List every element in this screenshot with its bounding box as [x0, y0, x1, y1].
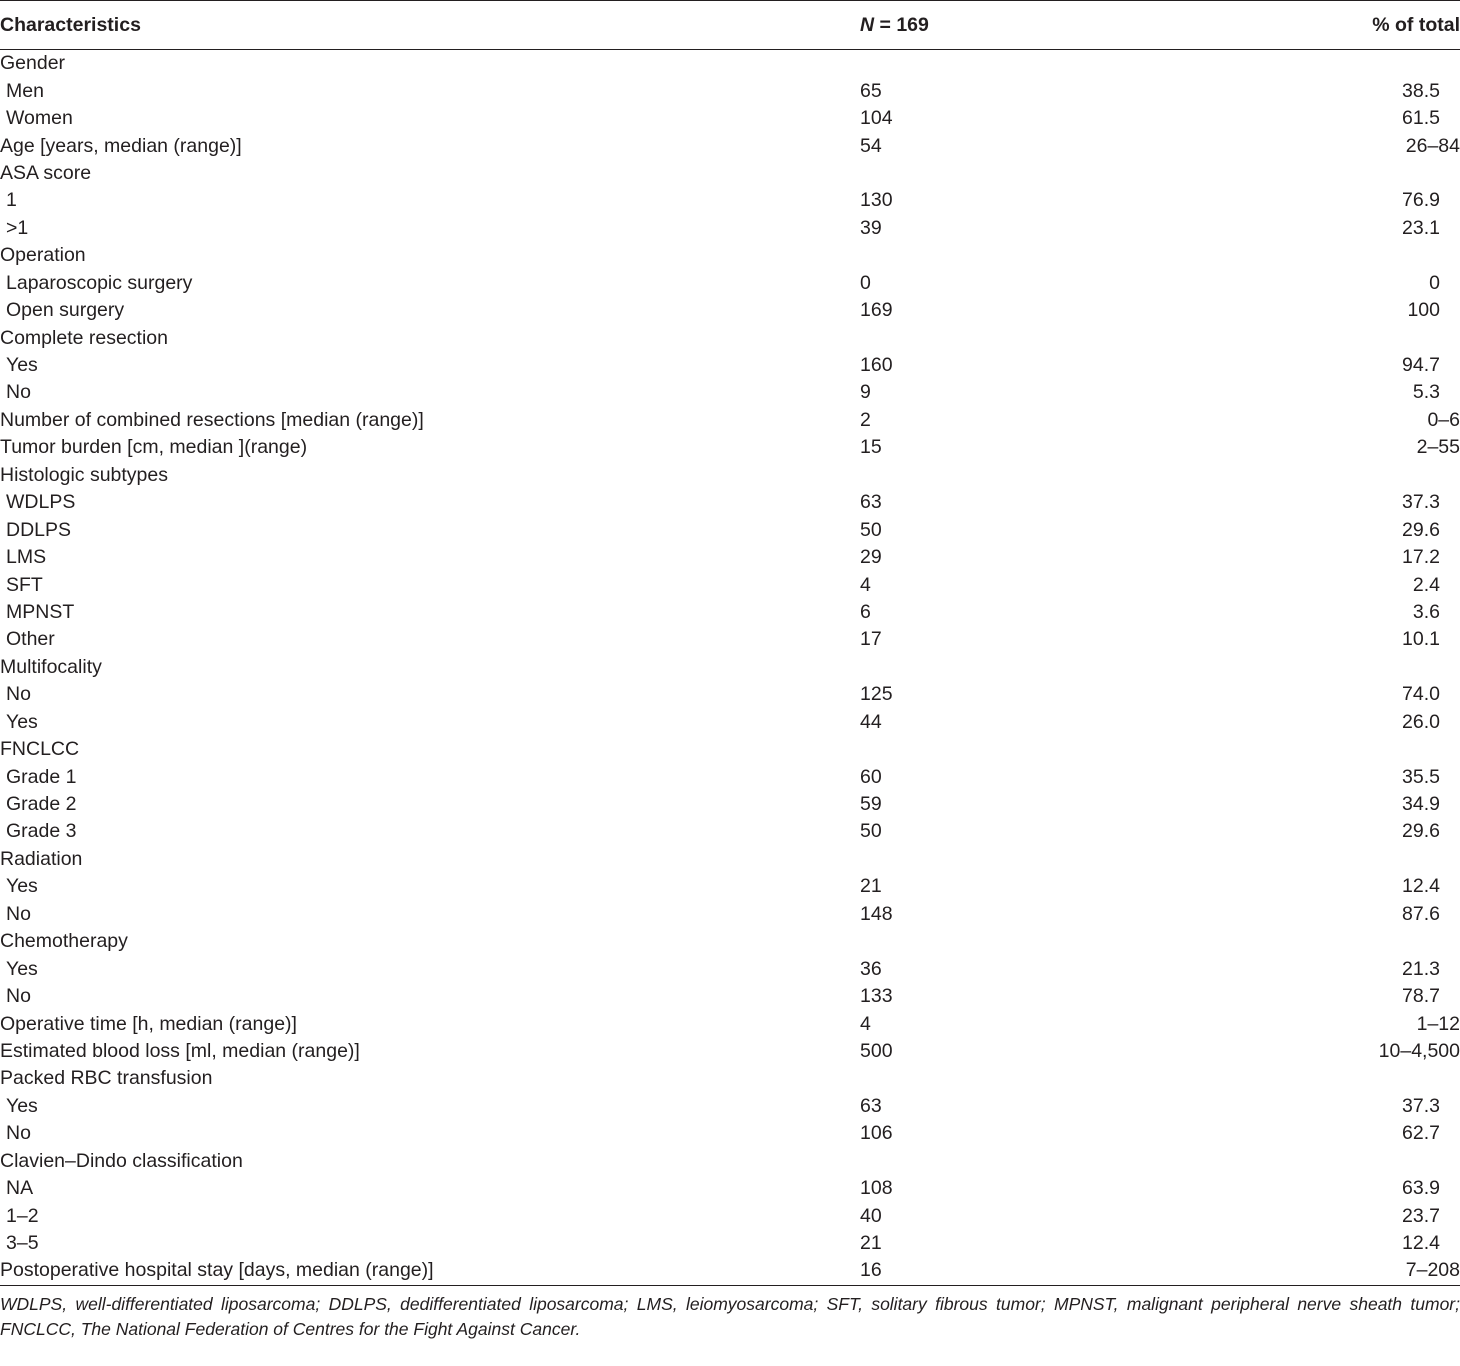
row-count: 106 [860, 1122, 893, 1145]
row-label: Packed RBC transfusion [0, 1067, 213, 1090]
table-footnote: WDLPS, well-differentiated liposarcoma; DDLPS, dedifferentiated liposarcoma; LMS, leiomyosarcoma; SFT, solitary fibrous tumor; MPNST, malignant peripheral nerve sheath tumor; FNCLCC, The National Federation of Centres for the Fight Against Cancer. [0, 1285, 1460, 1342]
row-count: 2 [860, 408, 871, 431]
table-row [0, 160, 1460, 187]
row-percent: 37.3 [1402, 491, 1440, 514]
row-count [760, 324, 1035, 351]
table-row [0, 544, 1460, 571]
row-sublabel: No [6, 683, 31, 706]
row-count [760, 1148, 1035, 1175]
table-row [0, 1038, 1460, 1065]
row-percent [1035, 1148, 1460, 1175]
row-count: 169 [860, 299, 893, 322]
row-percent: 78.7 [1402, 985, 1440, 1008]
row-label: Number of combined resections [median (range)] [0, 408, 424, 431]
table-row [0, 297, 1460, 324]
table-header [0, 1, 1460, 50]
row-sublabel: MPNST [6, 600, 75, 623]
table-row [0, 407, 1460, 434]
row-percent: 7–208 [1405, 1259, 1460, 1282]
row-percent [1035, 928, 1460, 955]
row-count: 104 [860, 107, 893, 130]
row-count [760, 736, 1035, 763]
row-count [760, 160, 1035, 187]
row-sublabel: Grade 3 [6, 820, 77, 843]
row-percent: 12.4 [1402, 1232, 1440, 1255]
row-count: 50 [860, 518, 882, 541]
table-row [0, 791, 1460, 818]
row-percent: 63.9 [1402, 1177, 1440, 1200]
footnote-row [0, 1285, 1460, 1342]
row-percent: 10–4,500 [1378, 1039, 1460, 1062]
table-row [0, 1065, 1460, 1092]
row-count: 4 [860, 1012, 871, 1035]
row-sublabel: Men [6, 79, 44, 102]
table-row [0, 681, 1460, 708]
row-sublabel: No [6, 1122, 31, 1145]
row-sublabel: DDLPS [6, 518, 72, 541]
row-count: 16 [860, 1259, 882, 1282]
row-percent: 1–12 [1416, 1012, 1460, 1035]
row-percent: 10.1 [1402, 628, 1440, 651]
row-percent [1035, 654, 1460, 681]
table-row [0, 818, 1460, 845]
row-percent [1035, 846, 1460, 873]
row-label: Histologic subtypes [0, 463, 168, 486]
row-count: 160 [860, 354, 893, 377]
table-row [0, 1148, 1460, 1175]
row-sublabel: 1 [6, 189, 17, 212]
table-row [0, 654, 1460, 681]
row-count: 59 [860, 793, 882, 816]
header-characteristics: Characteristics [0, 1, 760, 50]
row-sublabel: NA [6, 1177, 34, 1200]
row-percent: 3.6 [1412, 600, 1440, 623]
row-count: 29 [860, 546, 882, 569]
table-body [0, 50, 1460, 1286]
row-sublabel: Yes [6, 875, 38, 898]
row-percent: 2–55 [1416, 436, 1460, 459]
row-label: Radiation [0, 847, 83, 870]
table-row [0, 901, 1460, 928]
row-sublabel: Laparoscopic surgery [6, 271, 193, 294]
row-sublabel: Open surgery [6, 299, 125, 322]
header-percent: % of total [1035, 1, 1460, 50]
table-row [0, 270, 1460, 297]
table-row [0, 955, 1460, 982]
header-n [760, 1, 1035, 50]
row-count: 21 [860, 1232, 882, 1255]
row-count: 9 [860, 381, 871, 404]
table-row [0, 626, 1460, 653]
row-label: Complete resection [0, 326, 168, 349]
row-label: Multifocality [0, 655, 102, 678]
row-percent: 61.5 [1402, 107, 1440, 130]
row-sublabel: No [6, 381, 31, 404]
row-sublabel: Yes [6, 354, 38, 377]
row-percent: 12.4 [1402, 875, 1440, 898]
table-row [0, 709, 1460, 736]
row-sublabel: Women [6, 107, 73, 130]
row-percent [1035, 242, 1460, 269]
table-row [0, 462, 1460, 489]
row-count: 54 [860, 134, 882, 157]
row-percent: 26–84 [1405, 134, 1460, 157]
row-percent: 0–6 [1427, 408, 1460, 431]
row-sublabel: LMS [6, 546, 47, 569]
row-label: Postoperative hospital stay [days, median (range)] [0, 1259, 434, 1282]
row-count [760, 846, 1035, 873]
row-percent: 26.0 [1402, 710, 1440, 733]
row-percent [1035, 50, 1460, 78]
header-n-symbol: N [860, 13, 875, 36]
row-count: 148 [860, 902, 893, 925]
row-label: Operative time [h, median (range)] [0, 1012, 297, 1035]
table-row [0, 571, 1460, 598]
row-percent: 21.3 [1402, 957, 1440, 980]
row-count: 36 [860, 957, 882, 980]
row-count: 0 [860, 271, 871, 294]
row-percent [1035, 1065, 1460, 1092]
row-sublabel: SFT [6, 573, 43, 596]
row-percent: 76.9 [1402, 189, 1440, 212]
row-sublabel: Other [6, 628, 55, 651]
row-count [760, 50, 1035, 78]
row-percent: 2.4 [1412, 573, 1440, 596]
table-row [0, 599, 1460, 626]
row-count: 6 [860, 600, 871, 623]
row-count: 130 [860, 189, 893, 212]
row-percent [1035, 462, 1460, 489]
row-count [760, 1065, 1035, 1092]
table-row [0, 352, 1460, 379]
row-sublabel: WDLPS [6, 491, 76, 514]
row-count: 63 [860, 491, 882, 514]
row-label: ASA score [0, 161, 92, 184]
table-row [0, 983, 1460, 1010]
row-count: 44 [860, 710, 882, 733]
row-count: 40 [860, 1204, 882, 1227]
row-percent: 23.1 [1402, 216, 1440, 239]
row-count: 60 [860, 765, 882, 788]
table-row [0, 50, 1460, 78]
row-sublabel: Yes [6, 710, 38, 733]
table-row [0, 1230, 1460, 1257]
table-row [0, 1093, 1460, 1120]
row-count: 15 [860, 436, 882, 459]
row-percent: 74.0 [1402, 683, 1440, 706]
row-percent: 29.6 [1402, 820, 1440, 843]
row-count [760, 654, 1035, 681]
table-row [0, 1010, 1460, 1037]
row-sublabel: Yes [6, 957, 38, 980]
row-count: 17 [860, 628, 882, 651]
table-row [0, 763, 1460, 790]
table-row [0, 105, 1460, 132]
header-n-value: = 169 [874, 13, 929, 36]
row-percent [1035, 324, 1460, 351]
row-sublabel: No [6, 985, 31, 1008]
row-percent: 34.9 [1402, 793, 1440, 816]
row-count [760, 242, 1035, 269]
row-count: 108 [860, 1177, 893, 1200]
table-row [0, 434, 1460, 461]
row-percent: 29.6 [1402, 518, 1440, 541]
row-label: Age [years, median (range)] [0, 134, 242, 157]
table-row [0, 379, 1460, 406]
row-sublabel: Grade 2 [6, 793, 77, 816]
row-count: 21 [860, 875, 882, 898]
row-count [760, 462, 1035, 489]
table-footer [0, 1285, 1460, 1342]
row-count: 50 [860, 820, 882, 843]
row-percent: 17.2 [1402, 546, 1440, 569]
table-row [0, 516, 1460, 543]
table-row [0, 1175, 1460, 1202]
row-percent: 38.5 [1402, 79, 1440, 102]
row-sublabel: Yes [6, 1094, 38, 1117]
row-label: Tumor burden [cm, median ](range) [0, 436, 308, 459]
row-count [760, 928, 1035, 955]
row-percent: 37.3 [1402, 1094, 1440, 1117]
row-label: Operation [0, 244, 86, 267]
row-sublabel: 3–5 [6, 1232, 39, 1255]
row-percent: 5.3 [1412, 381, 1440, 404]
table-row [0, 242, 1460, 269]
row-sublabel: 1–2 [6, 1204, 39, 1227]
row-count: 63 [860, 1094, 882, 1117]
table-row [0, 77, 1460, 104]
row-percent: 23.7 [1402, 1204, 1440, 1227]
table-row [0, 873, 1460, 900]
table-row [0, 324, 1460, 351]
table-row [0, 928, 1460, 955]
row-count: 133 [860, 985, 893, 1008]
table-row [0, 846, 1460, 873]
row-count: 39 [860, 216, 882, 239]
table-row [0, 1257, 1460, 1285]
table-row [0, 1120, 1460, 1147]
header-row [0, 1, 1460, 50]
row-label: Clavien–Dindo classification [0, 1149, 243, 1172]
row-label: Chemotherapy [0, 930, 128, 953]
row-sublabel: >1 [6, 216, 29, 239]
table-row [0, 215, 1460, 242]
row-percent [1035, 160, 1460, 187]
row-percent: 35.5 [1402, 765, 1440, 788]
row-percent: 87.6 [1402, 902, 1440, 925]
row-label: FNCLCC [0, 738, 80, 761]
row-count: 125 [860, 683, 893, 706]
row-count: 500 [860, 1039, 893, 1062]
row-percent [1035, 736, 1460, 763]
row-label: Estimated blood loss [ml, median (range)] [0, 1039, 360, 1062]
row-sublabel: No [6, 902, 31, 925]
row-percent: 94.7 [1402, 354, 1440, 377]
row-percent: 100 [1407, 299, 1440, 322]
table-row [0, 1202, 1460, 1229]
row-sublabel: Grade 1 [6, 765, 77, 788]
row-count: 65 [860, 79, 882, 102]
table-row [0, 489, 1460, 516]
table-row [0, 132, 1460, 159]
row-percent: 0 [1429, 271, 1440, 294]
table-row [0, 736, 1460, 763]
row-label: Gender [0, 52, 66, 75]
table-row [0, 187, 1460, 214]
row-count: 4 [860, 573, 871, 596]
row-percent: 62.7 [1402, 1122, 1440, 1145]
